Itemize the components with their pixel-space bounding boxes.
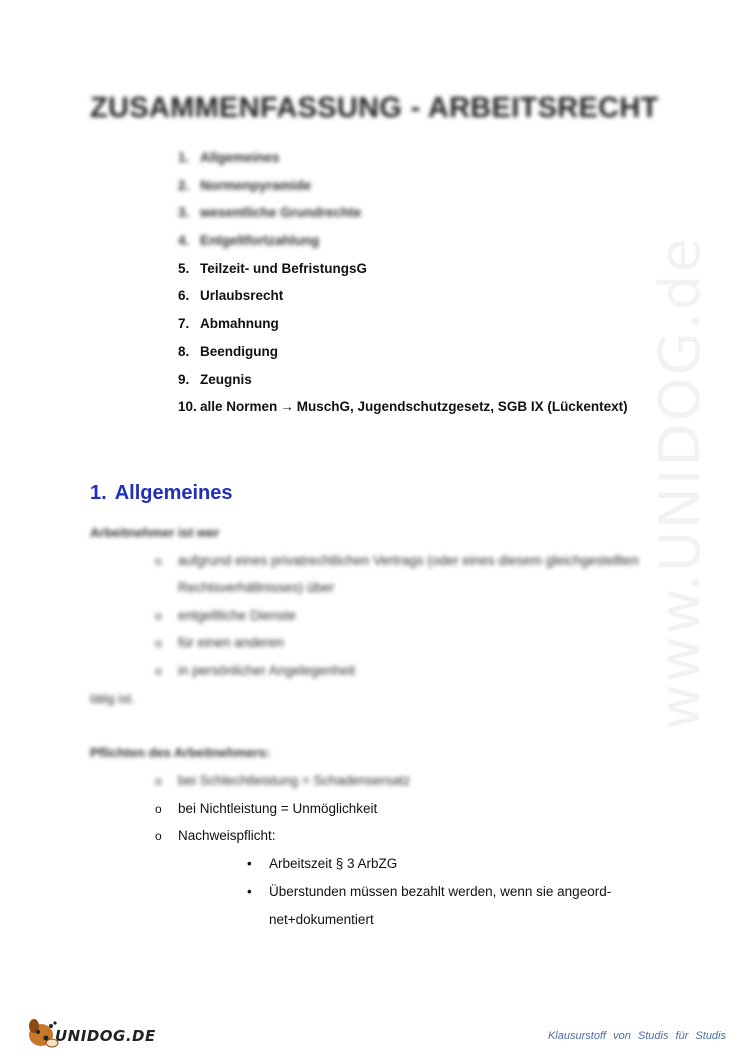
- circle-bullet-icon: o: [155, 554, 162, 568]
- list-item: o entgeltliche Dienste: [155, 608, 296, 623]
- list-item: o aufgrund eines privatrechtlichen Vertrags (oder eines diesem gleichgestellten: [155, 553, 639, 568]
- circle-bullet-icon: o: [155, 774, 162, 788]
- toc-item: 5. Teilzeit- und BefristungsG: [178, 260, 368, 276]
- circle-bullet-icon: o: [155, 829, 162, 843]
- footer-text: Klausurstoff von Studis für Studis: [547, 1030, 726, 1042]
- list-item: o für einen anderen: [155, 635, 284, 650]
- logo-text: UNIDOG.DE: [55, 1027, 156, 1045]
- sub-list-item: • Arbeitszeit § 3 ArbZG: [247, 850, 397, 878]
- section-heading: 1. Allgemeines: [90, 482, 233, 504]
- circle-bullet-icon: o: [155, 636, 162, 650]
- bullet-icon: •: [247, 856, 252, 871]
- list-item-continuation: Rechtsverhältnisses) über: [178, 580, 335, 595]
- list-item: o bei Schlechtleistung = Schadensersatz: [155, 773, 411, 788]
- toc-item: 1. Allgemeines: [178, 150, 280, 165]
- toc-item: 3. wesentliche Grundrechte: [178, 205, 362, 221]
- circle-bullet-icon: o: [155, 802, 162, 816]
- toc-item: 9. Zeugnis: [178, 371, 252, 387]
- circle-bullet-icon: o: [155, 664, 162, 678]
- definition-label: Arbeitnehmer ist wer: [90, 525, 220, 540]
- document-title: ZUSAMMENFASSUNG - ARBEITSRECHT: [90, 92, 659, 124]
- sub-list-item: • Überstunden müssen bezahlt werden, wenn sie angeord-: [247, 878, 611, 906]
- toc-item: 8. Beendigung: [178, 343, 278, 359]
- bullet-icon: •: [247, 884, 252, 899]
- list-item: o bei Nichtleistung = Unmöglichkeit: [155, 801, 378, 816]
- toc-item: 7. Abmahnung: [178, 316, 279, 332]
- list-item: o Nachweispflicht:: [155, 828, 276, 843]
- toc-item: 2. Normenpyramide: [178, 177, 312, 193]
- table-of-contents: [178, 144, 628, 421]
- sub-list-item-continuation: net+dokumentiert: [269, 912, 374, 927]
- list-item: o in persönlicher Angelegenheit: [155, 663, 356, 678]
- definition-end: tätig ist.: [90, 691, 135, 706]
- toc-item: 10. alle Normen → MuschG, Jugendschutzgesetz, SGB IX (Lückentext): [178, 399, 628, 415]
- duties-label: Pflichten des Arbeitnehmers:: [90, 745, 271, 760]
- arrow-right-icon: →: [280, 399, 294, 415]
- toc-item: 6. Urlaubsrecht: [178, 288, 284, 304]
- toc-item: 4. Entgeltfortzahlung: [178, 233, 320, 249]
- watermark: www.UNIDOG.de: [648, 236, 713, 730]
- circle-bullet-icon: o: [155, 609, 162, 623]
